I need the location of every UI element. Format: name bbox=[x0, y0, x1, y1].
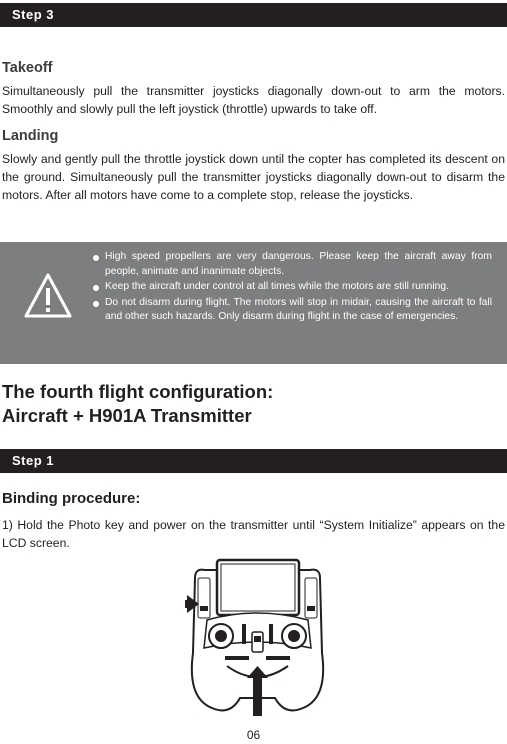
landing-heading: Landing bbox=[2, 128, 59, 144]
warning-triangle-icon bbox=[23, 272, 73, 322]
configuration-title-line1: The fourth flight configuration: bbox=[2, 381, 274, 402]
warning-list bbox=[92, 250, 492, 326]
takeoff-heading: Takeoff bbox=[2, 60, 53, 76]
step1-header: Step 1 bbox=[0, 449, 507, 473]
warning-item: High speed propellers are very dangerous. Please keep the aircraft away from people, animate and inanimate objects. bbox=[92, 250, 492, 279]
step3-header: Step 3 bbox=[0, 3, 507, 27]
transmitter-illustration bbox=[185, 548, 330, 716]
page-number: 06 bbox=[246, 728, 261, 742]
binding-text: 1) Hold the Photo key and power on the transmitter until “System Initialize” appears on the LCD screen. bbox=[2, 518, 505, 550]
configuration-title bbox=[2, 380, 273, 428]
warning-item: Do not disarm during flight. The motors will stop in midair, causing the aircraft to fall and other such hazards. Only disarm during flight in the case of emergencies. bbox=[92, 296, 492, 325]
landing-text: Slowly and gently pull the throttle joystick down until the copter has completed its descent on the ground. Simultaneously pull the transmitter joysticks diagonally down-out to disarm the motors. After all motors have come to a complete stop, release the joysticks. bbox=[2, 152, 505, 202]
configuration-title-line2: Aircraft + H901A Transmitter bbox=[2, 405, 252, 426]
warning-box bbox=[0, 242, 507, 364]
binding-heading: Binding procedure: bbox=[2, 490, 141, 507]
takeoff-text: Simultaneously pull the transmitter joysticks diagonally down-out to arm the motors. Smoothly and slowly pull the left joystick (throttle) upwards to take off. bbox=[2, 84, 505, 116]
warning-item: Keep the aircraft under control at all times while the motors are still running. bbox=[92, 280, 492, 295]
